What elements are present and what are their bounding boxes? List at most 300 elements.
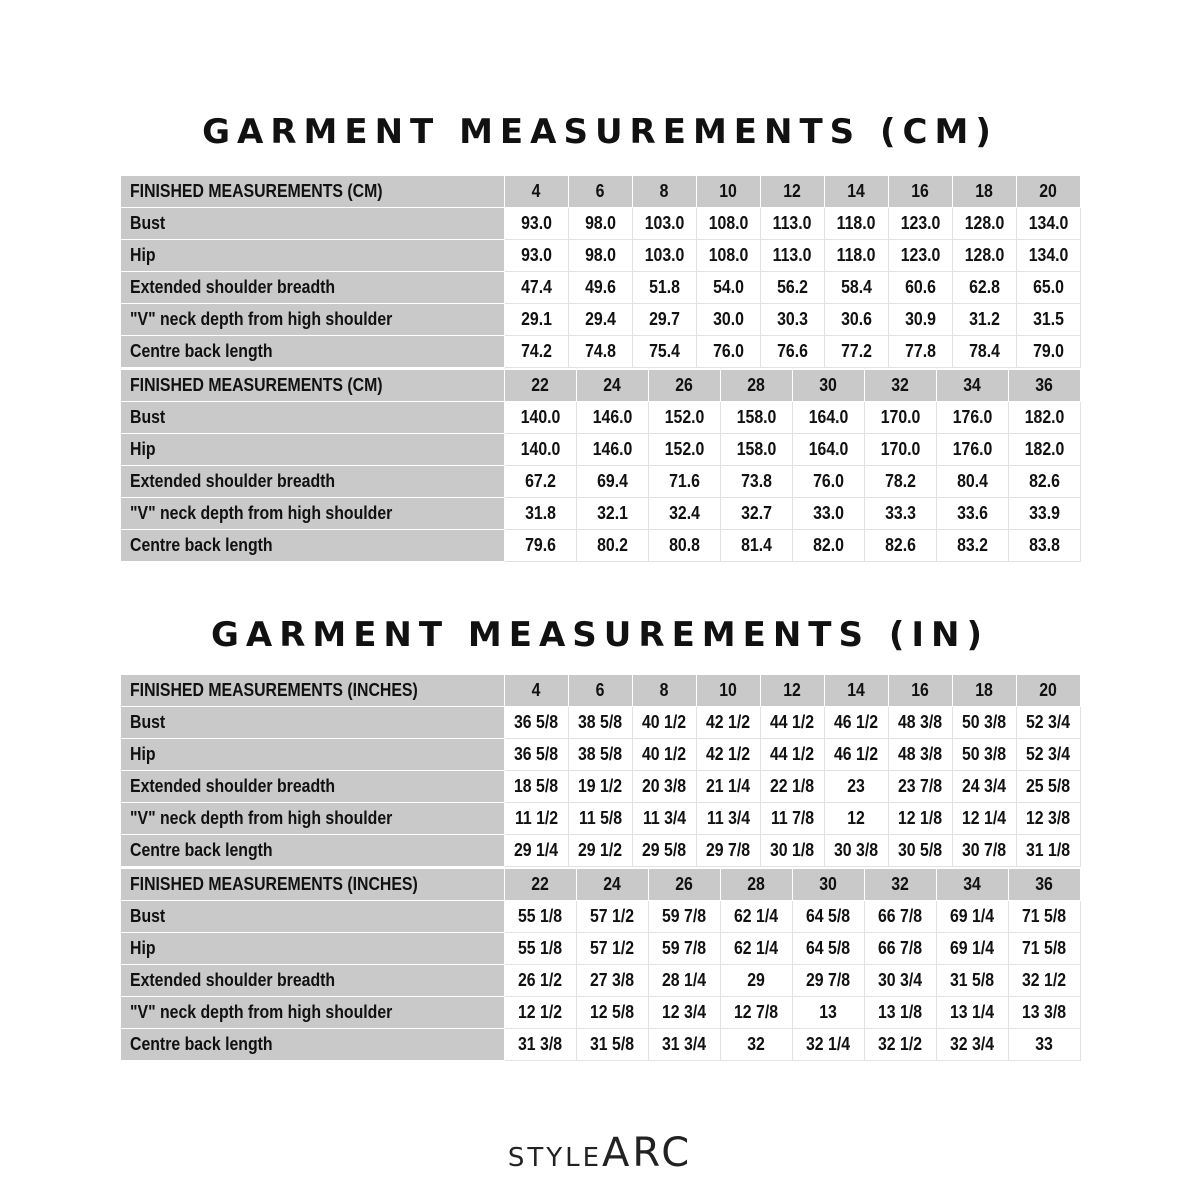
measurement-cell (505, 272, 569, 304)
measurement-value: 12 3/4 (662, 1002, 707, 1022)
size-header (577, 370, 649, 402)
row-label (121, 402, 505, 434)
measurement-value: 30 5/8 (898, 840, 943, 860)
measurement-cell (825, 304, 889, 336)
size-header (697, 675, 761, 707)
size-header-text: 26 (675, 375, 694, 395)
measurement-value: 31 1/8 (1026, 840, 1071, 860)
measurement-cell (577, 901, 649, 933)
header-label-text: FINISHED MEASUREMENTS (CM) (130, 181, 383, 201)
measurement-value: 31.2 (969, 309, 1000, 329)
measurement-cell (649, 965, 721, 997)
measurement-value: 134.0 (1028, 213, 1069, 233)
measurement-value: 76.6 (777, 341, 808, 361)
measurement-value: 31.5 (1033, 309, 1064, 329)
measurement-value: 67.2 (525, 471, 556, 491)
size-header (505, 370, 577, 402)
measurement-value: 118.0 (837, 213, 876, 233)
measurement-cell (577, 498, 649, 530)
measurement-cell (569, 771, 633, 803)
measurement-cell (953, 336, 1017, 368)
measurement-value: 38 5/8 (578, 712, 623, 732)
measurement-cell (697, 272, 761, 304)
size-header-text: 4 (532, 680, 541, 700)
measurement-cell (633, 739, 697, 771)
measurement-value: 158.0 (736, 439, 777, 459)
table-row (121, 771, 1081, 803)
measurement-cell (697, 835, 761, 867)
measurement-cell (937, 466, 1009, 498)
table-row (121, 208, 1081, 240)
measurement-cell (721, 466, 793, 498)
size-header (865, 869, 937, 901)
measurement-value: 12 7/8 (734, 1002, 779, 1022)
measurement-cell (889, 803, 953, 835)
row-label-text: Centre back length (130, 341, 273, 361)
measurement-cell (505, 336, 569, 368)
measurement-value: 12 3/8 (1026, 808, 1071, 828)
measurement-value: 158.0 (736, 407, 777, 427)
header-label (121, 370, 505, 402)
size-header-text: 14 (847, 181, 866, 201)
measurement-value: 33.3 (885, 503, 916, 523)
size-header (1017, 675, 1081, 707)
header-label (121, 869, 505, 901)
table-row (121, 997, 1081, 1029)
measurement-value: 81.4 (741, 535, 772, 555)
table-row (121, 466, 1081, 498)
row-label-text: Centre back length (130, 840, 273, 860)
size-header (721, 370, 793, 402)
measurement-value: 12 1/4 (962, 808, 1007, 828)
size-header (505, 869, 577, 901)
measurement-value: 77.2 (841, 341, 872, 361)
measurement-value: 54.0 (713, 277, 744, 297)
size-header-text: 10 (719, 680, 738, 700)
measurement-cell (761, 835, 825, 867)
measurement-cell (633, 803, 697, 835)
measurement-value: 42 1/2 (706, 712, 751, 732)
measurement-cell (649, 997, 721, 1029)
measurement-value: 30.3 (777, 309, 808, 329)
size-header (649, 370, 721, 402)
measurement-cell (1009, 466, 1081, 498)
measurement-cell (569, 304, 633, 336)
measurement-cell (649, 933, 721, 965)
measurement-value: 79.0 (1033, 341, 1064, 361)
measurement-cell (889, 304, 953, 336)
measurement-cell (633, 707, 697, 739)
row-label-text: Hip (130, 938, 156, 958)
measurement-cell (865, 402, 937, 434)
title-in: GARMENT MEASUREMENTS (IN) (210, 615, 990, 655)
measurement-value: 52 3/4 (1026, 712, 1071, 732)
row-label-text: Extended shoulder breadth (130, 471, 336, 491)
size-header-text: 34 (963, 375, 982, 395)
table-row (121, 434, 1081, 466)
measurement-cell (793, 965, 865, 997)
measurement-value: 103.0 (644, 213, 685, 233)
measurement-value: 75.4 (649, 341, 680, 361)
measurement-value: 13 3/8 (1022, 1002, 1067, 1022)
measurement-value: 33.6 (957, 503, 988, 523)
header-label-text: FINISHED MEASUREMENTS (CM) (130, 375, 383, 395)
measurement-value: 71 5/8 (1022, 938, 1067, 958)
row-label (121, 835, 505, 867)
measurement-value: 13 1/4 (950, 1002, 995, 1022)
size-header-text: 6 (596, 181, 605, 201)
size-header (953, 675, 1017, 707)
row-label (121, 739, 505, 771)
header-label (121, 675, 505, 707)
measurement-cell (1009, 997, 1081, 1029)
measurement-cell (505, 771, 569, 803)
row-label (121, 707, 505, 739)
row-label-text: Hip (130, 439, 156, 459)
size-header (937, 370, 1009, 402)
measurement-value: 31 5/8 (590, 1034, 635, 1054)
size-header (761, 675, 825, 707)
header-label-text: FINISHED MEASUREMENTS (INCHES) (130, 874, 418, 894)
size-header-text: 30 (819, 874, 838, 894)
measurement-value: 113.0 (773, 213, 812, 233)
table-row (121, 835, 1081, 867)
size-header-text: 22 (531, 375, 550, 395)
measurement-value: 30 7/8 (962, 840, 1007, 860)
measurement-cell (697, 240, 761, 272)
measurement-cell (721, 901, 793, 933)
size-header (721, 869, 793, 901)
measurement-value: 83.8 (1029, 535, 1060, 555)
measurement-value: 146.0 (592, 407, 633, 427)
measurement-cell (1017, 240, 1081, 272)
row-label-text: Bust (130, 906, 166, 926)
measurement-cell (505, 739, 569, 771)
measurement-value: 29.7 (649, 309, 680, 329)
measurement-cell (793, 997, 865, 1029)
measurement-value: 134.0 (1028, 245, 1069, 265)
measurement-cell (505, 498, 577, 530)
row-label (121, 901, 505, 933)
size-header (633, 675, 697, 707)
measurement-cell (649, 498, 721, 530)
measurement-cell (937, 1029, 1009, 1061)
measurement-value: 22 1/8 (770, 776, 815, 796)
measurement-cell (865, 466, 937, 498)
size-header (793, 370, 865, 402)
measurement-cell (577, 434, 649, 466)
measurement-cell (697, 336, 761, 368)
measurement-cell (633, 771, 697, 803)
size-header-text: 18 (975, 680, 994, 700)
measurement-cell (721, 402, 793, 434)
measurement-cell (865, 434, 937, 466)
measurement-value: 31.8 (525, 503, 556, 523)
measurement-value: 77.8 (905, 341, 936, 361)
table-row (121, 901, 1081, 933)
measurement-value: 13 1/8 (878, 1002, 923, 1022)
measurement-cell (793, 498, 865, 530)
size-header (633, 176, 697, 208)
row-label (121, 530, 505, 562)
measurement-value: 32 1/4 (806, 1034, 851, 1054)
size-header (569, 176, 633, 208)
measurement-cell (793, 530, 865, 562)
measurement-value: 12 5/8 (590, 1002, 635, 1022)
measurement-cell (865, 901, 937, 933)
measurement-cell (1017, 739, 1081, 771)
measurement-value: 33.0 (813, 503, 844, 523)
brand-logo (0, 1130, 1200, 1176)
measurement-value: 74.8 (585, 341, 616, 361)
size-header (953, 176, 1017, 208)
measurement-cell (761, 208, 825, 240)
measurement-cell (633, 835, 697, 867)
measurement-cell (825, 272, 889, 304)
size-header-text: 12 (783, 680, 802, 700)
measurement-cell (793, 933, 865, 965)
measurement-value: 98.0 (585, 213, 616, 233)
measurement-cell (953, 208, 1017, 240)
table-row (121, 402, 1081, 434)
measurement-cell (1009, 498, 1081, 530)
measurement-cell (889, 707, 953, 739)
measurement-cell (1009, 530, 1081, 562)
measurement-value: 13 (819, 1002, 838, 1022)
measurement-value: 65.0 (1033, 277, 1064, 297)
size-header (697, 176, 761, 208)
measurement-cell (721, 1029, 793, 1061)
measurement-value: 66 7/8 (878, 906, 923, 926)
row-label (121, 466, 505, 498)
measurement-cell (865, 530, 937, 562)
measurement-value: 30.0 (713, 309, 744, 329)
measurement-cell (953, 304, 1017, 336)
measurement-cell (697, 771, 761, 803)
size-header (505, 176, 569, 208)
size-header (825, 675, 889, 707)
measurement-cell (697, 739, 761, 771)
measurement-cell (649, 402, 721, 434)
measurement-value: 23 7/8 (898, 776, 943, 796)
measurement-cell (865, 997, 937, 1029)
size-header-text: 36 (1035, 375, 1054, 395)
measurement-cell (649, 466, 721, 498)
size-header-text: 16 (911, 680, 930, 700)
measurement-cell (761, 707, 825, 739)
table-row (121, 707, 1081, 739)
measurement-cell (825, 707, 889, 739)
measurement-value: 64 5/8 (806, 906, 851, 926)
measurement-cell (761, 336, 825, 368)
measurement-value: 32.7 (741, 503, 772, 523)
measurement-value: 123.0 (900, 213, 941, 233)
measurement-value: 78.2 (885, 471, 916, 491)
measurement-cell (889, 835, 953, 867)
measurement-value: 164.0 (808, 439, 849, 459)
size-header-text: 14 (847, 680, 866, 700)
measurement-value: 140.0 (520, 439, 561, 459)
row-label-text: "V" neck depth from high shoulder (130, 503, 393, 523)
measurement-cell (697, 803, 761, 835)
measurement-cell (721, 434, 793, 466)
measurement-cell (865, 965, 937, 997)
measurement-cell (1009, 965, 1081, 997)
measurement-cell (569, 803, 633, 835)
measurement-cell (569, 272, 633, 304)
measurement-value: 25 5/8 (1026, 776, 1071, 796)
measurement-cell (865, 1029, 937, 1061)
table-row (121, 272, 1081, 304)
measurement-value: 113.0 (773, 245, 812, 265)
measurement-value: 12 (847, 808, 866, 828)
measurement-cell (937, 402, 1009, 434)
measurement-cell (697, 707, 761, 739)
measurement-cell (1009, 933, 1081, 965)
measurement-value: 30.6 (841, 309, 872, 329)
size-header-text: 34 (963, 874, 982, 894)
measurement-value: 29 (747, 970, 766, 990)
measurement-value: 73.8 (741, 471, 772, 491)
measurement-value: 152.0 (664, 439, 705, 459)
table-row (121, 498, 1081, 530)
measurement-cell (953, 707, 1017, 739)
title-cm: GARMENT MEASUREMENTS (CM) (202, 112, 998, 152)
measurement-value: 64 5/8 (806, 938, 851, 958)
measurement-cell (721, 933, 793, 965)
measurement-cell (577, 965, 649, 997)
size-header-text: 12 (783, 181, 802, 201)
measurement-value: 48 3/8 (898, 744, 943, 764)
measurement-cell (889, 240, 953, 272)
measurement-cell (761, 771, 825, 803)
size-header-text: 18 (975, 181, 994, 201)
measurement-cell (937, 933, 1009, 965)
row-label (121, 965, 505, 997)
size-header (937, 869, 1009, 901)
measurement-value: 40 1/2 (642, 712, 687, 732)
measurement-cell (721, 530, 793, 562)
measurement-cell (633, 304, 697, 336)
measurement-value: 59 7/8 (662, 938, 707, 958)
measurement-cell (577, 530, 649, 562)
measurement-value: 33.9 (1029, 503, 1060, 523)
measurement-cell (937, 498, 1009, 530)
measurement-value: 78.4 (969, 341, 1000, 361)
size-header-text: 8 (660, 680, 669, 700)
row-label (121, 1029, 505, 1061)
row-label-text: Centre back length (130, 535, 273, 555)
row-label-text: Extended shoulder breadth (130, 776, 336, 796)
measurement-value: 32.4 (669, 503, 700, 523)
measurement-cell (697, 304, 761, 336)
measurement-value: 32 (747, 1034, 766, 1054)
measurement-value: 69.4 (597, 471, 628, 491)
size-header-text: 20 (1039, 680, 1058, 700)
measurement-value: 52 3/4 (1026, 744, 1071, 764)
table-row (121, 1029, 1081, 1061)
measurement-cell (505, 933, 577, 965)
measurement-value: 69 1/4 (950, 938, 995, 958)
row-label (121, 997, 505, 1029)
brand-logo-arc: ARC (602, 1130, 693, 1176)
row-label (121, 336, 505, 368)
size-header (889, 675, 953, 707)
measurement-value: 29 1/4 (514, 840, 559, 860)
measurement-value: 40 1/2 (642, 744, 687, 764)
table-row (121, 965, 1081, 997)
measurement-cell (649, 530, 721, 562)
measurement-value: 103.0 (644, 245, 685, 265)
row-label-text: Hip (130, 245, 156, 265)
measurement-cell (937, 997, 1009, 1029)
measurement-cell (505, 304, 569, 336)
measurement-value: 59 7/8 (662, 906, 707, 926)
measurement-value: 24 3/4 (962, 776, 1007, 796)
measurement-value: 26 1/2 (518, 970, 563, 990)
row-label-text: Bust (130, 213, 166, 233)
measurement-cell (505, 530, 577, 562)
measurement-value: 19 1/2 (578, 776, 623, 796)
measurement-value: 56.2 (777, 277, 808, 297)
measurement-value: 83.2 (957, 535, 988, 555)
measurement-value: 11 3/4 (706, 808, 751, 828)
measurement-value: 182.0 (1024, 407, 1065, 427)
size-header-text: 32 (891, 874, 910, 894)
measurement-value: 170.0 (880, 439, 921, 459)
size-header-text: 36 (1035, 874, 1054, 894)
measurement-value: 36 5/8 (514, 744, 559, 764)
measurement-cell (761, 272, 825, 304)
measurement-cell (721, 498, 793, 530)
measurement-cell (721, 965, 793, 997)
measurement-cell (793, 402, 865, 434)
measurement-value: 44 1/2 (770, 744, 815, 764)
table-row (121, 739, 1081, 771)
measurement-cell (937, 901, 1009, 933)
measurement-cell (1017, 771, 1081, 803)
measurement-cell (953, 771, 1017, 803)
measurement-cell (1017, 707, 1081, 739)
row-label-text: "V" neck depth from high shoulder (130, 309, 393, 329)
measurement-cell (633, 240, 697, 272)
measurement-cell (505, 466, 577, 498)
measurement-value: 23 (847, 776, 866, 796)
measurement-value: 74.2 (521, 341, 552, 361)
measurement-value: 176.0 (952, 407, 993, 427)
measurement-cell (569, 208, 633, 240)
measurement-cell (761, 240, 825, 272)
measurement-cell (721, 997, 793, 1029)
size-header (577, 869, 649, 901)
measurement-value: 123.0 (900, 245, 941, 265)
measurement-value: 11 7/8 (770, 808, 815, 828)
measurement-value: 30.9 (905, 309, 936, 329)
measurement-value: 48 3/8 (898, 712, 943, 732)
measurement-cell (505, 965, 577, 997)
measurement-value: 33 (1035, 1034, 1054, 1054)
size-header-text: 24 (603, 874, 622, 894)
size-header-text: 28 (747, 874, 766, 894)
size-header-text: 24 (603, 375, 622, 395)
row-label-text: Bust (130, 712, 166, 732)
table-in-sizes-22-36 (120, 868, 1081, 1061)
header-row (121, 675, 1081, 707)
measurement-value: 27 3/8 (590, 970, 635, 990)
measurement-cell (889, 208, 953, 240)
measurement-cell (577, 933, 649, 965)
measurement-value: 55 1/8 (518, 906, 563, 926)
